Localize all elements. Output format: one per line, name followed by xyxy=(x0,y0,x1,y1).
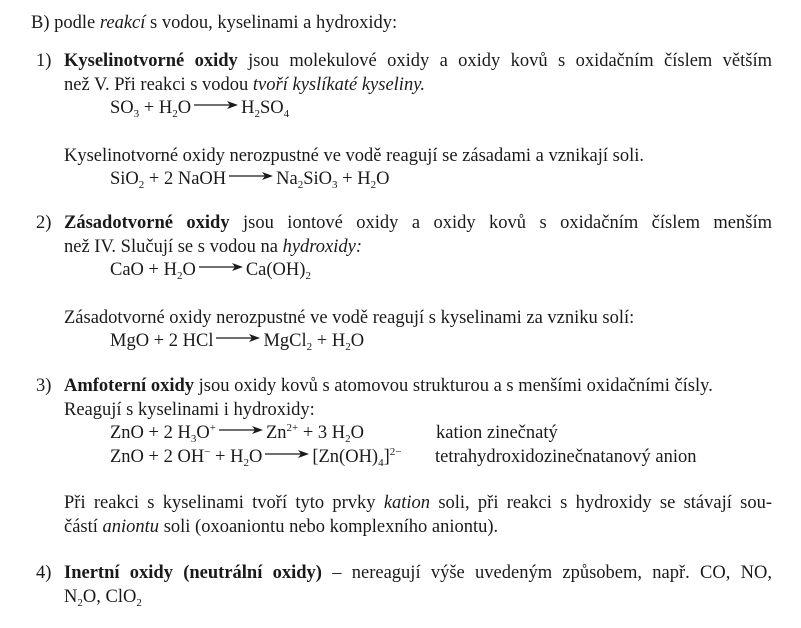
s2-equation-2: MgO + 2 HCl MgCl$_2$ + $H_2O$ xyxy=(110,331,365,353)
s3-equation-2: ZnO + 2 $OH^- + H_2O$ $[Zn(OH)_4]^{2-}$ xyxy=(110,446,402,469)
s1-line-2: než V. Při reakci s vodou tvoří kyslíkaté kyseliny. xyxy=(64,75,426,95)
s2-line-2: než IV. Slučují se s vodou na hydroxidy: xyxy=(64,237,363,257)
s1-paragraph: Kyselinotvorné oxidy nerozpustné ve vodě reagují se zásadami a vznikají soli. xyxy=(64,146,645,166)
reaction-arrow-icon xyxy=(194,100,238,110)
item-number-1: 1) xyxy=(36,51,52,71)
s1-equation-1: $SO_3 + H_2O$ $H_2SO_4$ xyxy=(110,98,290,120)
reaction-arrow-icon xyxy=(219,425,263,435)
s3-paragraph-line-1: Při reakci s kyselinami tvoří tyto prvky kation soli, při reakci s hydroxidy se stávají sou- xyxy=(64,493,772,513)
s2-paragraph: Zásadotvorné oxidy nerozpustné ve vodě reagují s kyselinami za vzniku solí: xyxy=(64,308,635,328)
s3-line-2: Reagují s kyselinami i hydroxidy: xyxy=(64,400,315,420)
s3-label-1: kation zinečnatý xyxy=(436,423,558,443)
s3-label-2: tetrahydroxidozinečnatanový anion xyxy=(435,447,697,467)
item-number-4: 4) xyxy=(36,563,52,583)
s1-line-1: Kyselinotvorné oxidy jsou molekulové oxidy a oxidy kovů s oxidačním číslem větším xyxy=(64,51,773,71)
reaction-arrow-icon xyxy=(216,333,260,343)
s1-equation-2: SiO$_2$ + 2 NaOH $Na_2SiO_3 + H_2O$ xyxy=(110,169,390,191)
reaction-arrow-icon xyxy=(265,449,309,459)
s3-line-1: Amfoterní oxidy jsou oxidy kovů s atomovou strukturou a s menšími oxidačními čísly. xyxy=(64,376,713,396)
s4-line-1: Inertní oxidy (neutrální oxidy) – nereagují výše uvedeným způsobem, např. CO, NO, xyxy=(64,563,772,583)
s3-equation-1: ZnO + 2 $H_3O^+$ $Zn^{2+} + 3$ $H_2O$ xyxy=(110,422,365,445)
item-number-2: 2) xyxy=(36,213,52,233)
section-heading: B) podle reakcí s vodou, kyselinami a hydroxidy: xyxy=(31,13,398,33)
item-number-3: 3) xyxy=(36,376,52,396)
reaction-arrow-icon xyxy=(229,171,273,181)
s3-paragraph-line-2: částí aniontu soli (oxoaniontu nebo komplexního aniontu). xyxy=(64,517,499,537)
s4-line-2: $N_2O$, ClO$_2$ xyxy=(64,587,142,609)
s2-equation-1: CaO + $H_2O$ $Ca(OH)_2$ xyxy=(110,260,311,282)
s2-line-1: Zásadotvorné oxidy jsou iontové oxidy a oxidy kovů s oxidačním číslem menším xyxy=(64,213,772,233)
reaction-arrow-icon xyxy=(199,262,243,272)
